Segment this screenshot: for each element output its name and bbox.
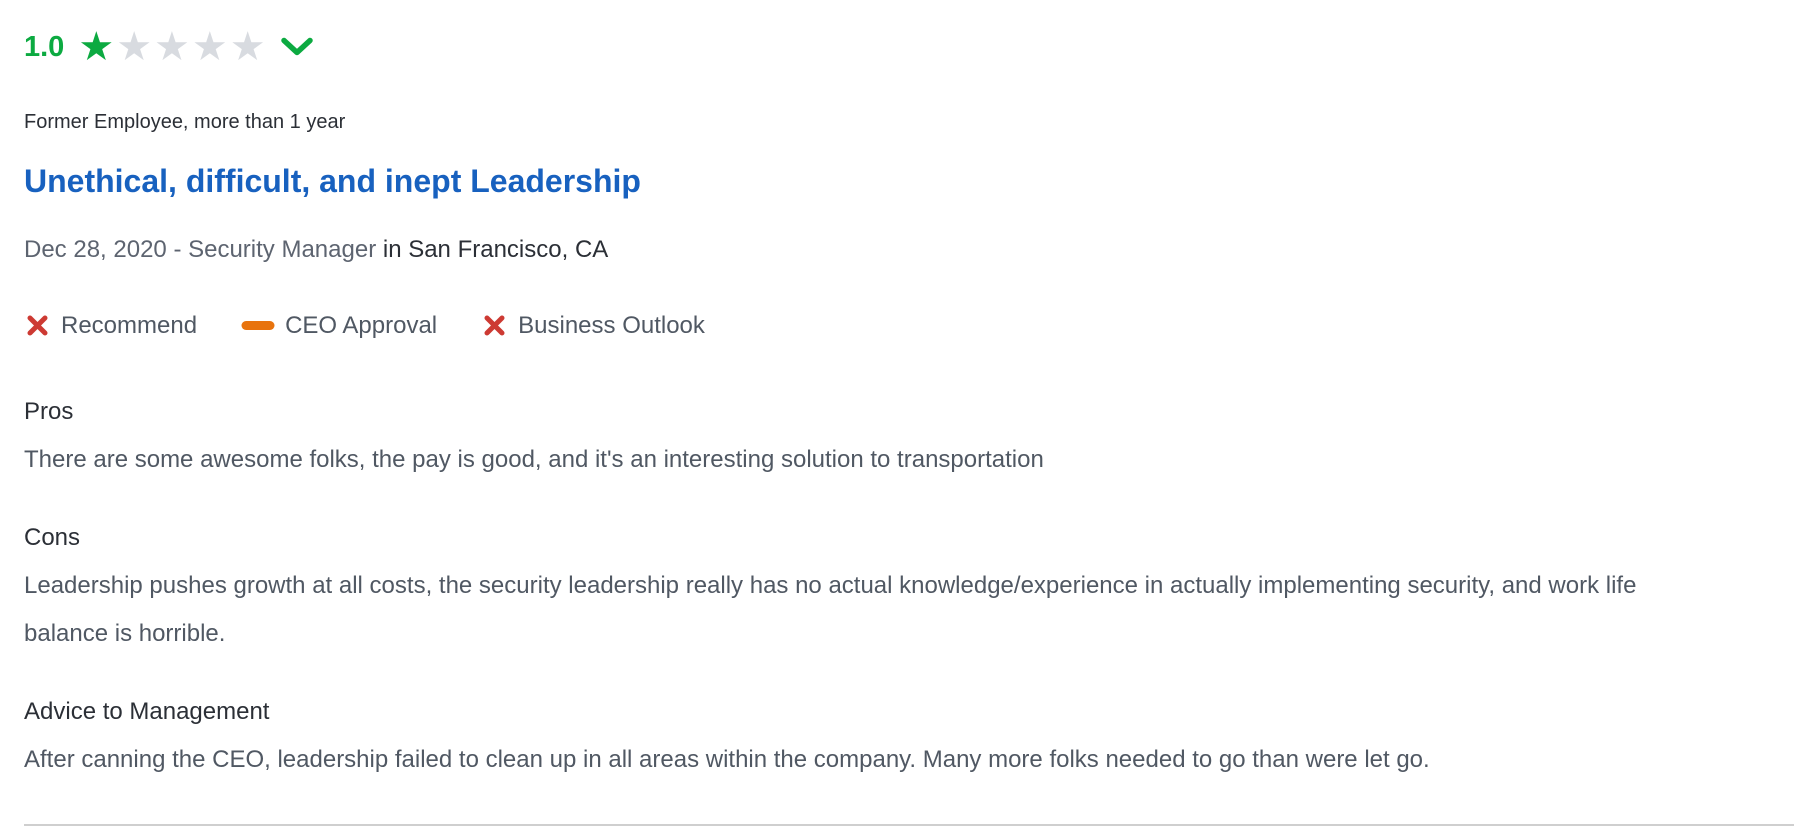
indicator-label: CEO Approval <box>285 311 438 339</box>
indicators-row <box>24 312 1794 340</box>
star-empty-icon: ★ <box>229 25 266 69</box>
review-date-role: Dec 28, 2020 - Security Manager <box>24 236 377 264</box>
divider <box>24 824 1794 826</box>
cons-heading: Cons <box>24 523 81 551</box>
chevron-down-icon[interactable] <box>280 36 314 58</box>
pros-text: There are some awesome folks, the pay is good, and it's an interesting solution to transportation <box>24 445 1044 473</box>
pros-heading: Pros <box>24 397 74 425</box>
star-empty-icon: ★ <box>191 25 228 69</box>
rating-row <box>24 26 1794 68</box>
indicator-recommend <box>24 312 197 340</box>
employee-status: Former Employee, more than 1 year <box>24 111 346 133</box>
star-filled-icon: ★ <box>78 25 115 69</box>
dash-icon <box>241 312 275 339</box>
pros-section <box>24 388 1794 484</box>
rating-value: 1.0 <box>24 30 65 63</box>
indicator-business-outlook <box>481 312 705 340</box>
advice-text: After canning the CEO, leadership failed to clean up in all areas within the company. Many more folks needed to go than were let go. <box>24 745 1430 773</box>
star-rating <box>78 27 267 67</box>
advice-section <box>24 688 1794 784</box>
indicator-label: Business Outlook <box>518 311 705 339</box>
cons-text: Leadership pushes growth at all costs, the security leadership really has no actual knowledge/experience in actually implementing security, and work life balance is horrible. <box>24 571 1637 647</box>
x-icon <box>481 312 508 339</box>
star-empty-icon: ★ <box>116 25 153 69</box>
review-location: in San Francisco, CA <box>376 236 609 264</box>
review-date-line <box>24 234 1794 265</box>
indicator-label: Recommend <box>61 311 198 339</box>
cons-section <box>24 514 1794 658</box>
star-empty-icon: ★ <box>154 25 190 69</box>
review-title-link[interactable]: Unethical, difficult, and inept Leadership <box>24 163 641 199</box>
advice-heading: Advice to Management <box>24 697 270 725</box>
x-icon <box>24 312 51 339</box>
indicator-ceo-approval <box>241 312 437 340</box>
